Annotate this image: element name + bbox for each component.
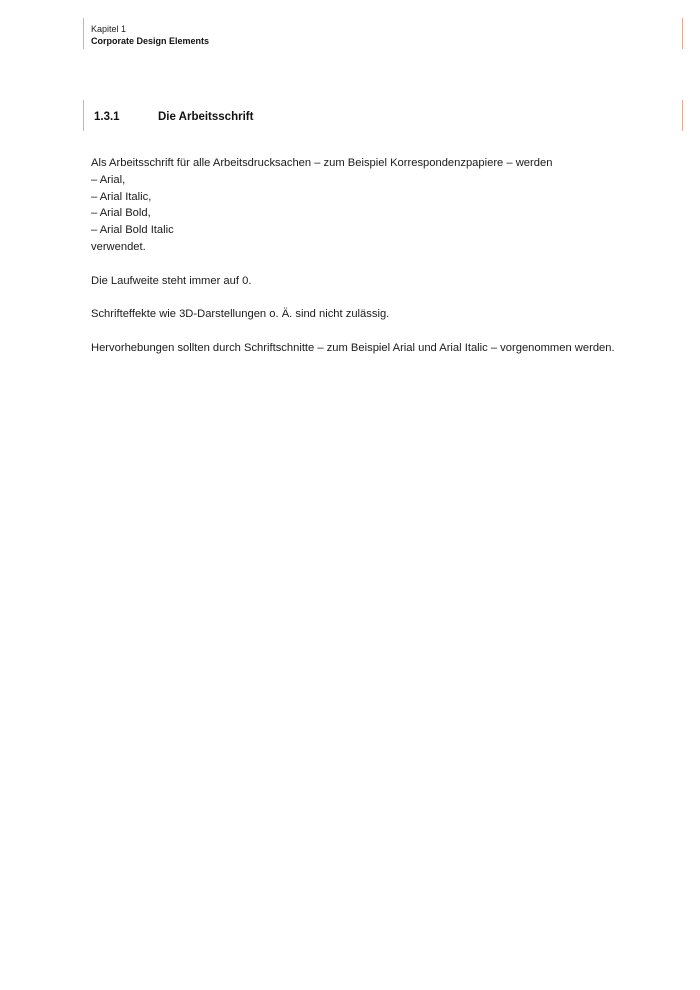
intro-end-line: verwendet. (91, 240, 146, 253)
header-left-rule (83, 18, 84, 49)
section-heading (94, 110, 253, 124)
section-title: Die Arbeitsschrift (158, 111, 254, 123)
intro-line: Als Arbeitsschrift für alle Arbeitsdrucksachen – zum Beispiel Korrespondenzpapiere – werden (91, 157, 553, 169)
body-text (91, 155, 671, 373)
effects-paragraph: Schrifteffekte wie 3D-Darstellungen o. Ä. sind nicht zulässig. (91, 308, 390, 321)
font-item: – Arial Bold Italic (91, 224, 174, 237)
section-number: 1.3.1 (94, 111, 120, 123)
section-right-rule (682, 100, 683, 131)
chapter-label: Kapitel 1 (91, 24, 127, 34)
header-right-rule (682, 18, 683, 49)
section-left-rule (83, 100, 84, 131)
tracking-paragraph: Die Laufweite steht immer auf 0. (91, 274, 252, 287)
emphasis-paragraph: Hervorhebungen sollten durch Schriftschnitte – zum Beispiel Arial und Arial Italic – vorgenommen werden. (91, 341, 615, 354)
font-list-paragraph (91, 155, 671, 256)
chapter-title: Corporate Design Elements (91, 36, 210, 46)
font-item: – Arial Italic, (91, 190, 152, 203)
font-item: – Arial, (91, 173, 126, 186)
font-item: – Arial Bold, (91, 207, 151, 220)
